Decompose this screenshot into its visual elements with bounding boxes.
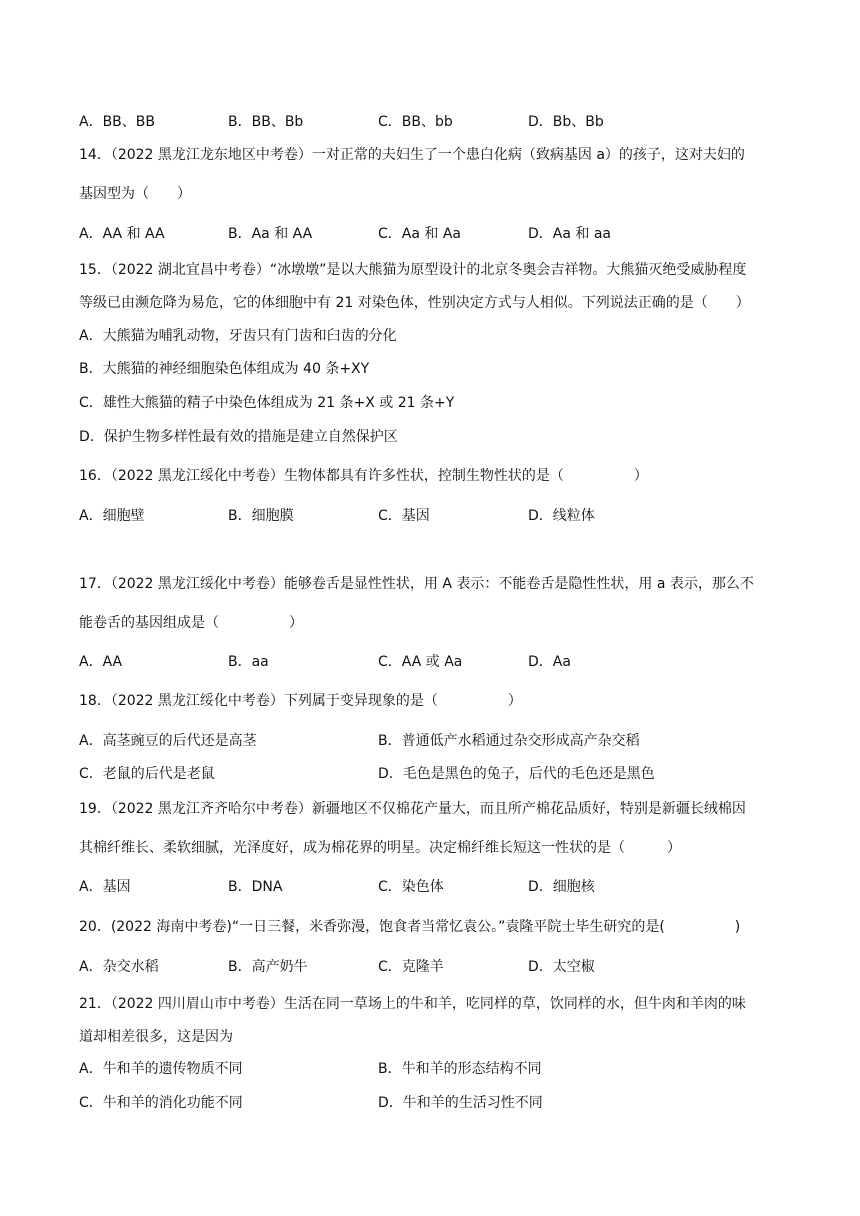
q17-stem-line-2: 能卷舌的基因组成是（ ）	[79, 615, 303, 631]
q15-option-c[interactable]: C．雄性大熊猫的精子中染色体组成为 21 条+X 或 21 条+Y	[79, 395, 455, 411]
q13-option-c[interactable]: C．BB、bb	[378, 114, 453, 130]
q16-option-b[interactable]: B．细胞膜	[228, 508, 294, 524]
q14-option-a[interactable]: A．AA 和 AA	[79, 226, 165, 242]
q17-option-a[interactable]: A．AA	[79, 654, 123, 670]
q18-option-c[interactable]: C．老鼠的后代是老鼠	[79, 766, 215, 782]
q15-option-a[interactable]: A．大熊猫为哺乳动物，牙齿只有门齿和臼齿的分化	[79, 328, 397, 344]
q20-stem: 20．(2022 海南中考卷)“一日三餐，米香弥漫，饱食者当常忆袁公。”袁隆平院士毕生研究的是( )	[79, 919, 741, 935]
q17-stem-line-1: 17．（2022 黑龙江绥化中考卷）能够卷舌是显性性状，用 A 表示：不能卷舌是隐性性状，用 a 表示，那么不	[79, 576, 754, 592]
q21-stem-line-2: 道却相差很多，这是因为	[79, 1029, 233, 1045]
q21-option-d[interactable]: D．牛和羊的生活习性不同	[378, 1095, 543, 1111]
q17-option-b[interactable]: B．aa	[228, 654, 269, 670]
q21-option-c[interactable]: C．牛和羊的消化功能不同	[79, 1095, 243, 1111]
q15-stem-line-1: 15．（2022 湖北宜昌中考卷）“冰墩墩”是以大熊猫为原型设计的北京冬奥会吉祥物。大熊猫灭绝受威胁程度	[79, 262, 747, 278]
q13-option-a[interactable]: A．BB、BB	[79, 114, 155, 130]
q13-option-b[interactable]: B．BB、Bb	[228, 114, 304, 130]
q14-option-c[interactable]: C．Aa 和 Aa	[378, 226, 461, 242]
q14-option-b[interactable]: B．Aa 和 AA	[228, 226, 313, 242]
q14-stem-line-2: 基因型为（ ）	[79, 186, 191, 202]
q18-option-d[interactable]: D．毛色是黑色的兔子，后代的毛色还是黑色	[378, 766, 655, 782]
q18-option-a[interactable]: A．高茎豌豆的后代还是高茎	[79, 733, 257, 749]
q16-stem: 16．（2022 黑龙江绥化中考卷）生物体都具有许多性状，控制生物性状的是（ ）	[79, 468, 648, 484]
q15-option-b[interactable]: B．大熊猫的神经细胞染色体组成为 40 条+XY	[79, 361, 370, 377]
q18-option-b[interactable]: B．普通低产水稻通过杂交形成高产杂交稻	[378, 733, 640, 749]
q20-option-c[interactable]: C．克隆羊	[378, 959, 444, 975]
q21-stem-line-1: 21．（2022 四川眉山市中考卷）生活在同一草场上的牛和羊，吃同样的草，饮同样的水，但牛肉和羊肉的味	[79, 996, 746, 1012]
q16-option-d[interactable]: D．线粒体	[528, 508, 595, 524]
q14-stem-line-1: 14．（2022 黑龙江龙东地区中考卷）一对正常的夫妇生了一个患白化病（致病基因 a）的孩子，这对夫妇的	[79, 147, 745, 163]
q20-option-a[interactable]: A．杂交水稻	[79, 959, 159, 975]
q16-option-c[interactable]: C．基因	[378, 508, 430, 524]
q21-option-a[interactable]: A．牛和羊的遗传物质不同	[79, 1061, 243, 1077]
q16-option-a[interactable]: A．细胞壁	[79, 508, 145, 524]
q19-option-b[interactable]: B．DNA	[228, 879, 283, 895]
q21-option-b[interactable]: B．牛和羊的形态结构不同	[378, 1061, 542, 1077]
q14-option-d[interactable]: D．Aa 和 aa	[528, 226, 611, 242]
q18-stem: 18．（2022 黑龙江绥化中考卷）下列属于变异现象的是（ ）	[79, 693, 522, 709]
q19-stem-line-1: 19．（2022 黑龙江齐齐哈尔中考卷）新疆地区不仅棉花产量大，而且所产棉花品质好，特别是新疆长绒棉因	[79, 801, 746, 817]
q19-stem-line-2: 其棉纤维长、柔软细腻，光泽度好，成为棉花界的明星。决定棉纤维长短这一性状的是（ ）	[79, 840, 681, 856]
q15-stem-line-2: 等级已由濒危降为易危，它的体细胞中有 21 对染色体，性别决定方式与人相似。下列说法正确的是（ ）	[79, 295, 750, 311]
q19-option-c[interactable]: C．染色体	[378, 879, 444, 895]
q19-option-d[interactable]: D．细胞核	[528, 879, 595, 895]
q17-option-c[interactable]: C．AA 或 Aa	[378, 654, 463, 670]
q19-option-a[interactable]: A．基因	[79, 879, 131, 895]
q20-option-b[interactable]: B．高产奶牛	[228, 959, 308, 975]
q13-option-d[interactable]: D．Bb、Bb	[528, 114, 604, 130]
q15-option-d[interactable]: D．保护生物多样性最有效的措施是建立自然保护区	[79, 429, 398, 445]
q20-option-d[interactable]: D．太空椒	[528, 959, 595, 975]
q17-option-d[interactable]: D．Aa	[528, 654, 571, 670]
